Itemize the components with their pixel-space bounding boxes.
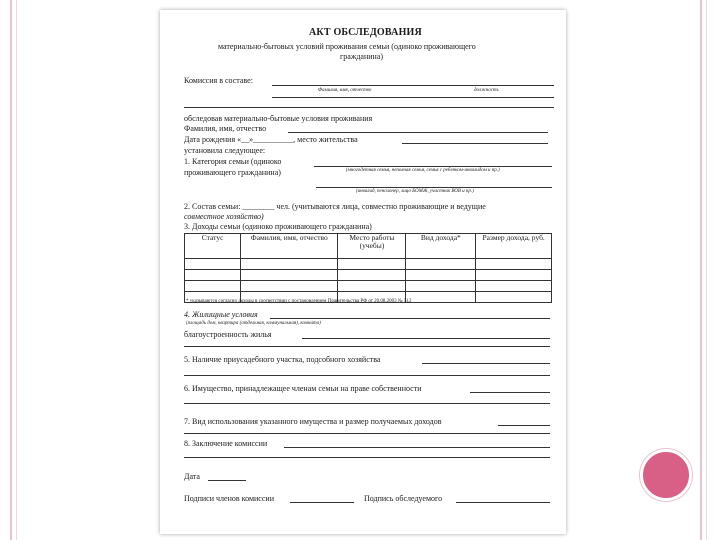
category-label-line2: проживающего гражданина) — [184, 168, 281, 177]
document-subtitle-line2: гражданина) — [340, 52, 384, 61]
land-label: 5. Наличие приусадебного участка, подсобного хозяйства — [184, 355, 381, 364]
family-income-table — [184, 233, 552, 303]
document-subtitle-line1: материально-бытовых условий проживания семьи (одиноко проживающего — [218, 42, 476, 51]
usage-label: 7. Вид использования указанного имущества и размер получаемых доходов — [184, 417, 442, 426]
category-caption-1: (многодетная семья, неполная семья, семья с ребенком-инвалидом и пр.) — [346, 168, 500, 173]
land-line — [422, 363, 550, 364]
property-line-2 — [184, 403, 550, 404]
document-title: АКТ ОБСЛЕДОВАНИЯ — [309, 27, 422, 38]
table-row — [185, 259, 552, 270]
pink-circle-ornament — [640, 449, 692, 501]
left-frame-line — [10, 0, 12, 540]
birth-label: Дата рождения «__»__________, место жительства — [184, 135, 358, 144]
category-line-1 — [314, 166, 552, 167]
commission-label: Комиссия в составе: — [184, 76, 253, 85]
members-signature-line — [290, 502, 354, 503]
composition-label-line2: совместное хозяйство) — [184, 212, 264, 221]
category-label-line1: 1. Категория семьи (одиноко — [184, 157, 282, 166]
composition-label-line1: 2. Состав семьи: ________ чел. (учитываются лица, совместно проживающие и ведущие — [184, 202, 486, 211]
residence-line — [402, 143, 548, 144]
table-header-status: Статус — [185, 234, 241, 259]
established-label: установила следующее: — [184, 146, 266, 155]
left-frame-line-thin — [16, 0, 17, 540]
table-header-income-type: Вид дохода* — [406, 234, 476, 259]
usage-line-2 — [184, 433, 550, 434]
housing-line — [270, 318, 550, 319]
comfort-line-2 — [184, 346, 550, 347]
surveyed-label: обследовав материально-бытовые условия проживания — [184, 114, 373, 123]
comfort-label: благоустроенность жилья — [184, 330, 272, 339]
usage-line — [498, 425, 550, 426]
footnote: * указываются согласно доходы в соответствии с постановлением Правительства РФ от 20.08.2003 № 512 — [186, 299, 412, 304]
land-line-2 — [184, 375, 550, 376]
commission-caption-name: Фамилия, имя, отчество — [318, 88, 372, 93]
fio-line — [288, 132, 548, 133]
right-frame-line — [700, 0, 702, 540]
housing-caption: (площадь дом, квартира (отдельная, коммунальная), комната) — [186, 321, 321, 326]
table-header-income-amount: Размер дохода, руб. — [476, 234, 552, 259]
commission-line — [272, 85, 554, 86]
date-line — [208, 480, 246, 481]
surveyed-signature-line — [456, 502, 550, 503]
members-signature-label: Подписи членов комиссии — [184, 494, 274, 503]
table-header-fio: Фамилия, имя, отчество — [241, 234, 338, 259]
table-row — [185, 270, 552, 281]
table-row — [185, 281, 552, 292]
property-label: 6. Имущество, принадлежащее членам семьи на праве собственности — [184, 384, 422, 393]
category-caption-2: (инвалид, пенсионер, лицо БОМЖ, участник ВОВ и пр.) — [356, 189, 474, 194]
income-label: 3. Доходы семьи (одиноко проживающего гражданина) — [184, 222, 372, 231]
comfort-line — [302, 338, 550, 339]
housing-label: 4. Жилищные условия — [184, 310, 258, 319]
conclusion-line — [284, 447, 550, 448]
commission-line-3 — [184, 107, 554, 108]
table-header-workplace: Место работы (учебы) — [338, 234, 406, 259]
conclusion-label: 8. Заключение комиссии — [184, 439, 268, 448]
commission-caption-position: должность — [474, 88, 499, 93]
scanned-document — [160, 10, 566, 534]
conclusion-line-2 — [184, 457, 550, 458]
right-frame-line-thin — [706, 0, 707, 540]
surveyed-signature-label: Подпись обследуемого — [364, 494, 443, 503]
commission-line-2 — [272, 97, 554, 98]
fio-label: Фамилия, имя, отчество — [184, 124, 267, 133]
property-line — [470, 392, 550, 393]
category-line-2 — [316, 187, 552, 188]
date-label: Дата — [184, 472, 200, 481]
